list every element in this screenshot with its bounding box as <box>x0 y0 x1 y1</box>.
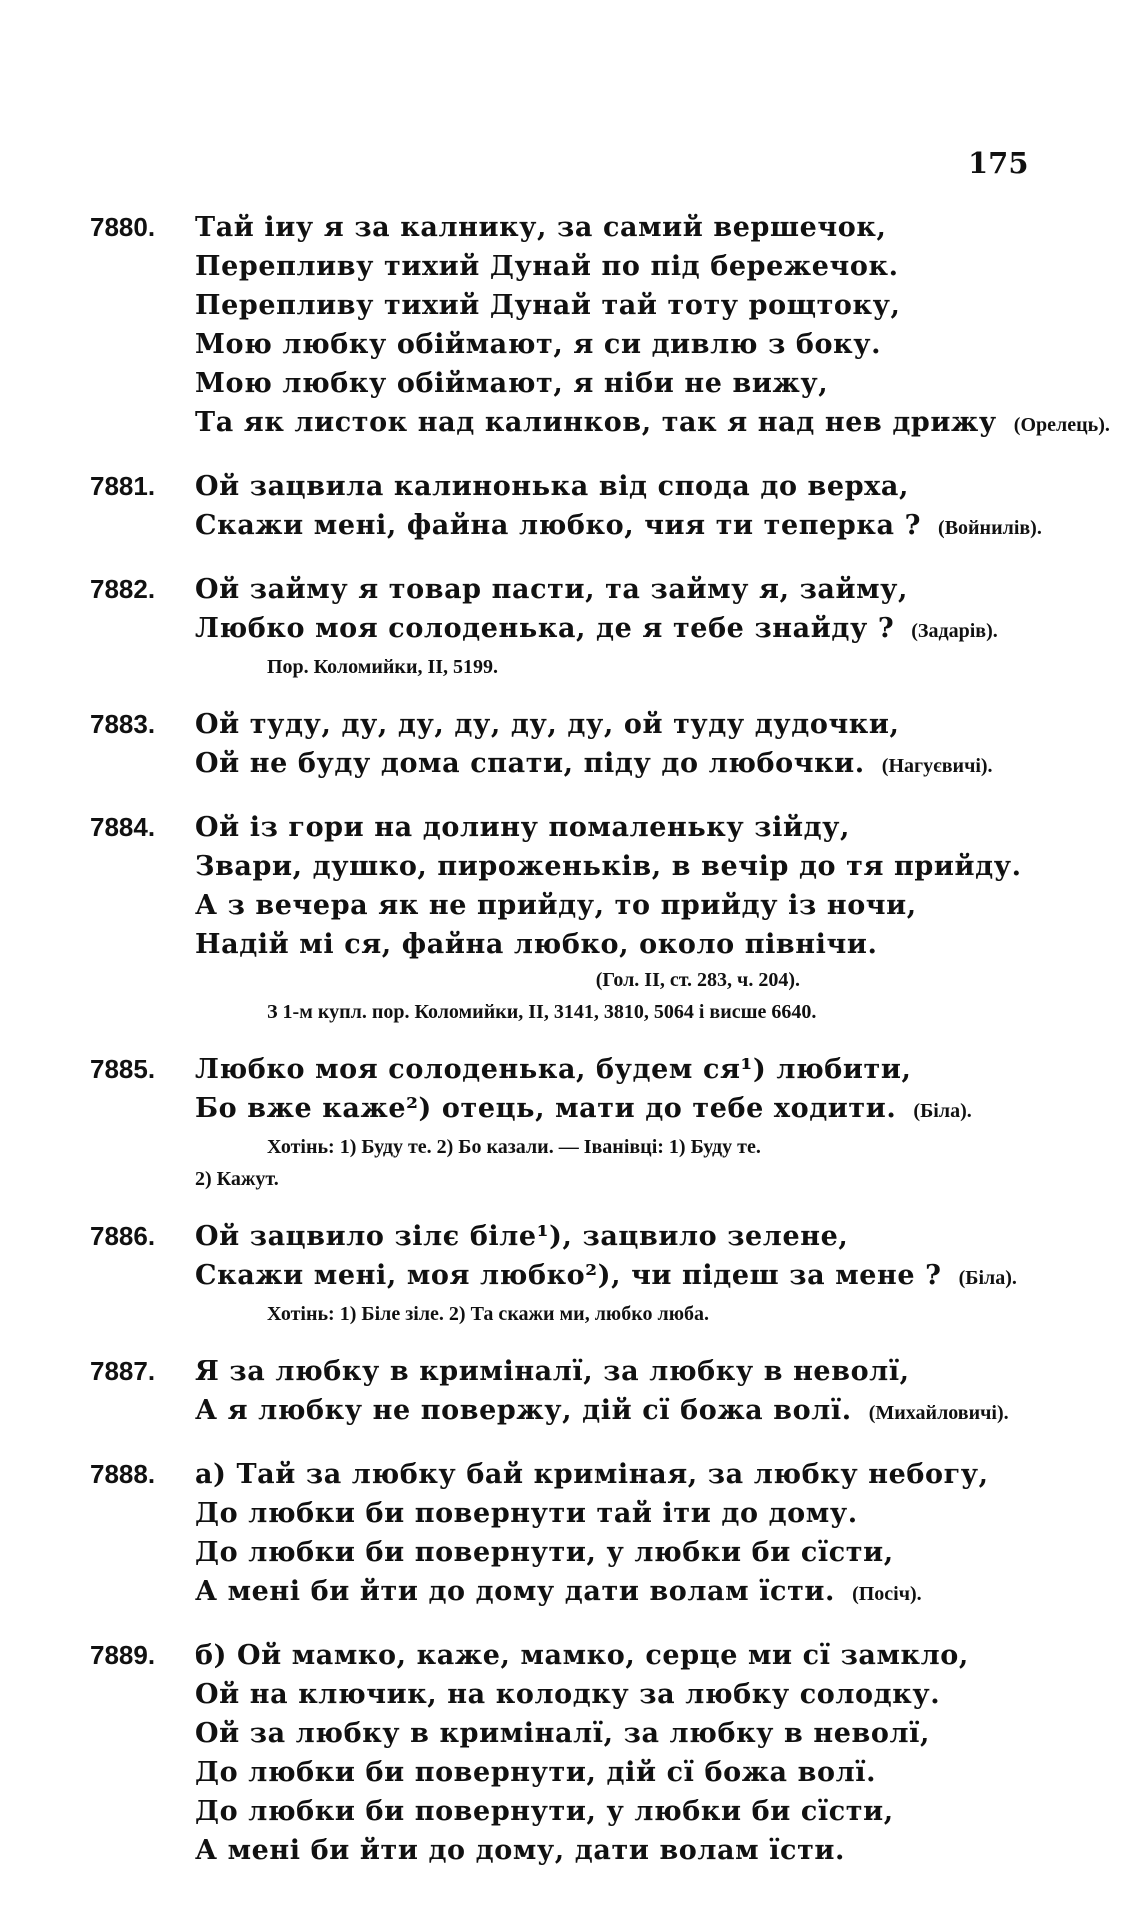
verse-text: До любки би повернути, у любки би сїсти, <box>195 1796 894 1827</box>
verse-text: а) Тай за любку бай криміная, за любку небогу, <box>195 1459 989 1490</box>
verse-text: Любко моя солоденька, де я тебе знайду ? <box>195 613 895 644</box>
footnote: Пор. Коломийки, II, 5199. <box>267 656 499 678</box>
verse-line <box>195 1352 1140 1391</box>
source-village: (Посіч). <box>847 1583 922 1605</box>
verse-text: Ой займу я товар пасти, та займу я, займу, <box>195 574 909 605</box>
verse-line <box>195 705 1140 744</box>
verse-text: Ой зацвила калинонька від спода до верха, <box>195 471 909 502</box>
verse-line <box>195 1636 1140 1675</box>
verse-line <box>195 364 1140 403</box>
verse-line <box>195 1217 1140 1256</box>
verse-line <box>195 1831 1140 1870</box>
verse-text: Ой туду, ду, ду, ду, ду, ду, ой туду дудочки, <box>195 709 900 740</box>
verse-text: Перепливу тихий Дунай по під бережечок. <box>195 251 899 282</box>
entry-number: 7886. <box>90 1221 156 1251</box>
song-entry <box>0 208 1140 445</box>
verse-line <box>195 570 1140 609</box>
footnote: 2) Кажут. <box>195 1168 279 1190</box>
verse-line <box>195 506 1140 548</box>
verse-line <box>195 1572 1140 1614</box>
verse-line <box>195 467 1140 506</box>
verse-text: Любко моя солоденька, будем ся¹) любити, <box>195 1054 912 1085</box>
verse-line <box>195 1391 1140 1433</box>
footnote: (Гол. II, ст. 283, ч. 204). <box>595 969 800 991</box>
song-entry <box>0 1050 1140 1195</box>
song-entry <box>0 808 1140 1028</box>
verse-text: Бо вже каже²) отець, мати до тебе ходити. <box>195 1093 897 1124</box>
song-entry <box>0 1455 1140 1614</box>
source-village: (Войнилів). <box>933 517 1042 539</box>
song-entry <box>0 570 1140 683</box>
source-village: (Орелець). <box>1008 414 1110 436</box>
entry-number: 7882. <box>90 574 156 604</box>
verse-line <box>195 1533 1140 1572</box>
verse-text: До любки би повернути тай іти до дому. <box>195 1498 858 1529</box>
verse-text: Скажи мені, моя любко²), чи підеш за мене ? <box>195 1260 942 1291</box>
entry-number: 7887. <box>90 1356 156 1386</box>
entries <box>0 208 1140 1892</box>
verse-text: Ой на ключик, на колодку за любку солодку. <box>195 1679 941 1710</box>
verse-line <box>195 1753 1140 1792</box>
source-village: (Біла). <box>953 1267 1017 1289</box>
page-number: 175 <box>968 146 1029 180</box>
verse-text: А мені би йти до дому дати волам їсти. <box>195 1576 836 1607</box>
entry-number: 7884. <box>90 812 156 842</box>
verse-line <box>195 847 1140 886</box>
song-entry <box>0 467 1140 548</box>
verse-line <box>195 808 1140 847</box>
source-village: (Задарів). <box>906 620 998 642</box>
verse-line <box>195 403 1140 445</box>
footnote: Хотінь: 1) Буду те. 2) Бо казали. — Іванівці: 1) Буду те. <box>267 1136 761 1158</box>
verse-text: А з вечера як не прийду, то прийду із ночи, <box>195 890 917 921</box>
source-village: (Біла). <box>908 1100 972 1122</box>
verse-text: Звари, душко, пироженьків, в вечір до тя прийду. <box>195 851 1022 882</box>
verse-text: Скажи мені, файна любко, чия ти теперка ? <box>195 510 922 541</box>
verse-line <box>195 1256 1140 1298</box>
verse-text: Та як листок над калинков, так я над нев дрижу <box>195 407 997 438</box>
verse-line <box>195 1675 1140 1714</box>
verse-line <box>195 325 1140 364</box>
verse-line <box>195 286 1140 325</box>
verse-line <box>195 208 1140 247</box>
verse-text: До любки би повернути, у любки би сїсти, <box>195 1537 894 1568</box>
footnote: З 1-м купл. пор. Коломийки, II, 3141, 3810, 5064 і висше 6640. <box>267 1001 817 1023</box>
song-entry <box>0 705 1140 786</box>
verse-text: А я любку не повержу, дій сї божа волї. <box>195 1395 852 1426</box>
entry-number: 7885. <box>90 1054 156 1084</box>
source-village: (Михайловичі). <box>863 1402 1009 1424</box>
verse-line <box>195 1792 1140 1831</box>
verse-text: Надій мі ся, файна любко, около північи. <box>195 929 878 960</box>
verse-text: А мені би йти до дому, дати волам їсти. <box>195 1835 846 1866</box>
entry-number: 7883. <box>90 709 156 739</box>
entry-number: 7881. <box>90 471 156 501</box>
verse-text: Ой за любку в криміналї, за любку в неволї, <box>195 1718 931 1749</box>
verse-line <box>195 1455 1140 1494</box>
verse-text: Тай іиу я за калнику, за самий вершечок, <box>195 212 887 243</box>
song-entry <box>0 1636 1140 1870</box>
entry-number: 7888. <box>90 1459 156 1489</box>
song-entry <box>0 1217 1140 1330</box>
verse-text: Ой із гори на долину помаленьку зійду, <box>195 812 851 843</box>
song-entry <box>0 1352 1140 1433</box>
verse-text: Перепливу тихий Дунай тай тоту рощтоку, <box>195 290 901 321</box>
verse-line <box>195 1089 1140 1131</box>
verse-line <box>195 744 1140 786</box>
verse-text: Мою любку обіймают, я си дивлю з боку. <box>195 329 882 360</box>
verse-line <box>195 886 1140 925</box>
footnote: Хотінь: 1) Біле зіле. 2) Та скажи ми, любко люба. <box>267 1303 709 1325</box>
entry-number: 7880. <box>90 212 156 242</box>
verse-line <box>195 247 1140 286</box>
entry-number: 7889. <box>90 1640 156 1670</box>
verse-line <box>195 1494 1140 1533</box>
verse-line <box>195 1050 1140 1089</box>
source-village: (Нагуєвичі). <box>876 755 993 777</box>
verse-text: б) Ой мамко, каже, мамко, серце ми сї замкло, <box>195 1640 969 1671</box>
verse-text: Ой не буду дома спати, піду до любочки. <box>195 748 865 779</box>
verse-text: Ой зацвило зілє біле¹), зацвило зелене, <box>195 1221 849 1252</box>
verse-line <box>195 1714 1140 1753</box>
verse-line <box>195 925 1140 964</box>
verse-text: До любки би повернути, дій сї божа волї. <box>195 1757 877 1788</box>
verse-text: Я за любку в криміналї, за любку в неволї, <box>195 1356 910 1387</box>
verse-line <box>195 609 1140 651</box>
verse-text: Мою любку обіймают, я ніби не вижу, <box>195 368 829 399</box>
